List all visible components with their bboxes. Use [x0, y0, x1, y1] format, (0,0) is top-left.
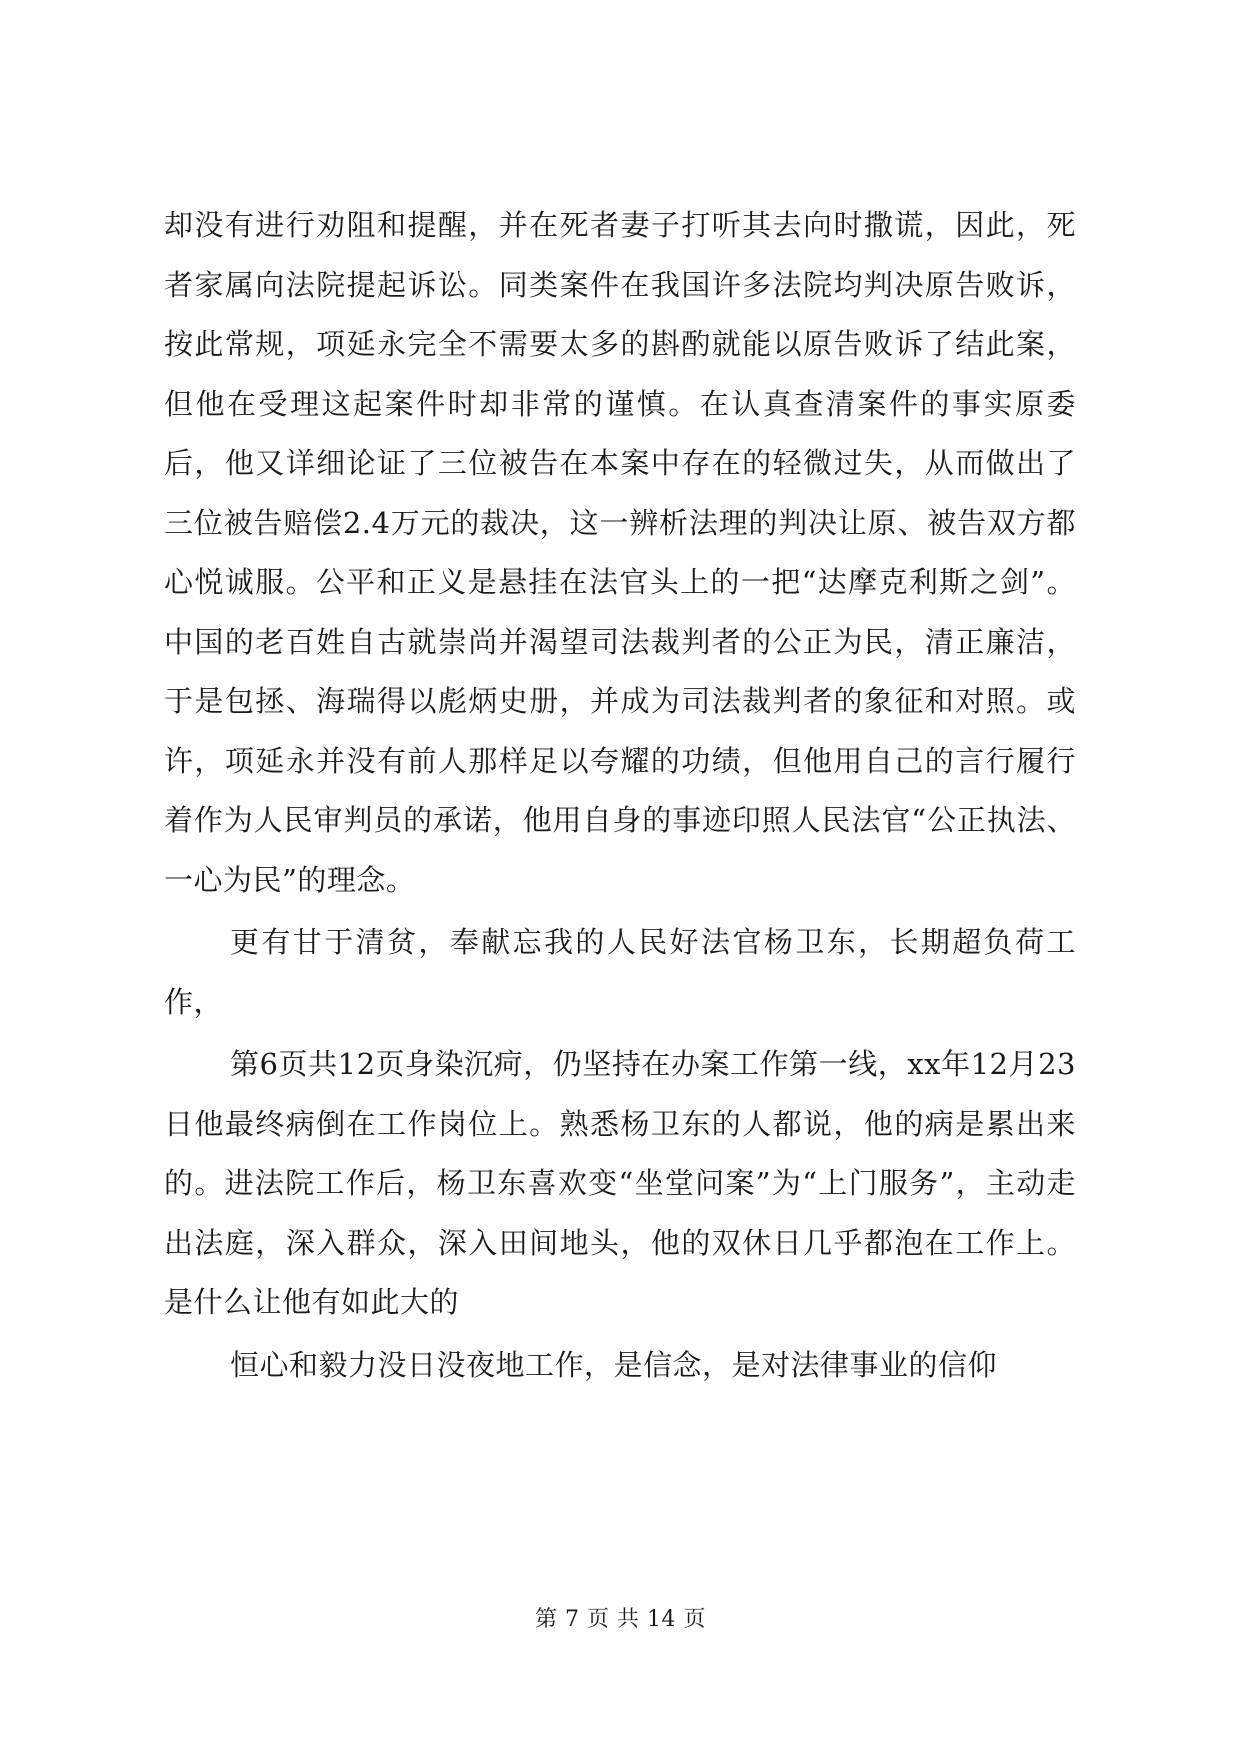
paragraph-belief: 恒心和毅力没日没夜地工作，是信念，是对法律事业的信仰	[230, 1347, 998, 1382]
document-body	[164, 196, 1076, 1395]
page-number-footer: 第 7 页 共 14 页	[535, 1607, 706, 1632]
paragraph-continuation: 却没有进行劝阻和提醒，并在死者妻子打听其去向时撒谎，因此，死者家属向法院提起诉讼。同类案件在我国许多法院均判决原告败诉，按此常规，项延永完全不需要太多的斟酌就能以原告败诉了结此案，但他在受理这起案件时却非常的谨慎。在认真查清案件的事实原委后，他又详细论证了三位被告在本案中存在的轻微过失，从而做出了三位被告赔偿2.4万元的裁决，这一辨析法理的判决让原、被告双方都心悦诚服。公平和正义是悬挂在法官头上的一把“达摩克利斯之剑”。中国的老百姓自古就崇尚并渴望司法裁判者的公正为民，清正廉洁，于是包拯、海瑞得以彪炳史册，并成为司法裁判者的象征和对照。或许，项延永并没有前人那样足以夸耀的功绩，但他用自己的言行履行着作为人民审判员的承诺，他用自身的事迹印照人民法官“公正执法、一心为民”的理念。	[164, 208, 1076, 897]
paragraph-yang-weidong: 更有甘于清贫，奉献忘我的人民好法官杨卫东，长期超负荷工作，	[164, 925, 1076, 1019]
paragraph-illness: 第6页共12页身染沉疴，仍坚持在办案工作第一线，xx年12月23日他最终病倒在工作岗位上。熟悉杨卫东的人都说，他的病是累出来的。进法院工作后，杨卫东喜欢变“坐堂问案”为“上门服务”，主动走出法庭，深入群众，深入田间地头，他的双休日几乎都泡在工作上。是什么让他有如此大的	[164, 1047, 1076, 1319]
